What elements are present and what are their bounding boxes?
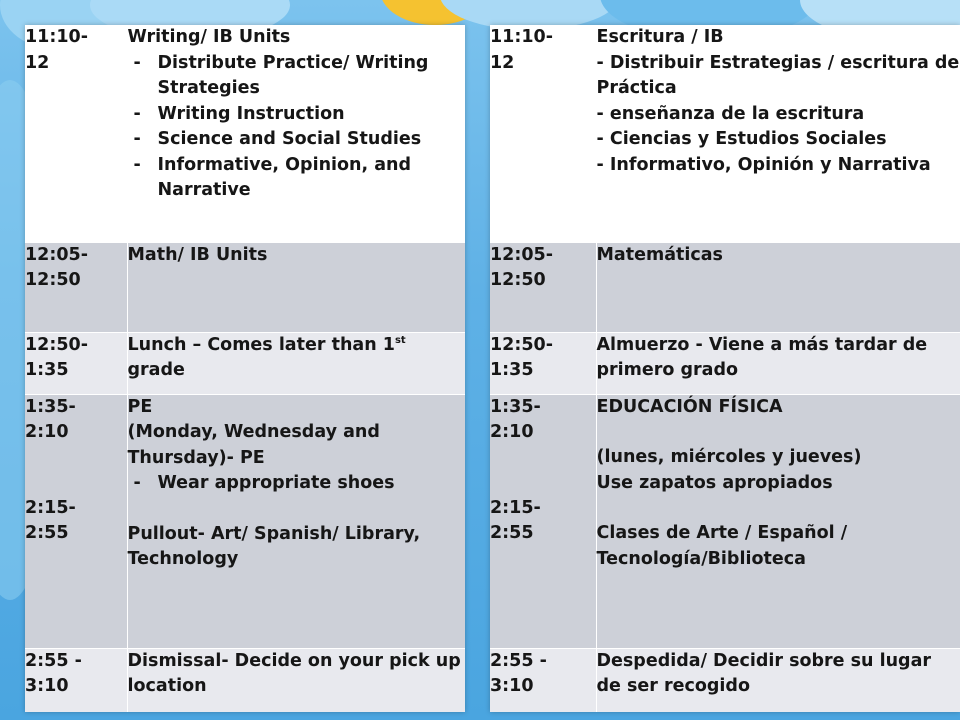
time-start: 12:05- xyxy=(25,244,88,265)
time-start: 2:55 - xyxy=(490,650,547,671)
time-start: 2:15- xyxy=(490,497,541,518)
activity-title: EDUCACIÓN FÍSICA xyxy=(596,396,783,417)
activity-text: (lunes, miércoles y jueves) xyxy=(596,447,862,467)
table-row xyxy=(25,332,465,394)
list-item: - Informative, Opinion, and Narrative xyxy=(133,154,412,200)
activity-text: Matemáticas xyxy=(596,244,723,265)
time-start: 11:10- xyxy=(25,27,88,47)
activity-cell xyxy=(127,332,465,394)
activity-text: Use zapatos apropiados xyxy=(596,472,833,493)
activity-text: Almuerzo - Viene a más tardar de primero grado xyxy=(596,334,928,380)
time-cell xyxy=(25,242,127,332)
time-cell xyxy=(25,394,127,648)
activity-cell xyxy=(596,394,960,648)
activity-cell xyxy=(596,648,960,712)
activity-text: Despedida/ Decidir sobre su lugar de ser recogido xyxy=(596,650,932,696)
time-cell xyxy=(490,394,596,648)
activity-cell xyxy=(596,25,960,242)
activity-text-cont: grade xyxy=(127,360,185,380)
table-row xyxy=(25,394,465,648)
time-end: 3:10 xyxy=(490,676,534,696)
schedule-table-english xyxy=(25,25,465,712)
time-end: 12 xyxy=(25,52,50,73)
table-row xyxy=(490,332,960,394)
pullout-text: Pullout- Art/ Spanish/ Library, Technology xyxy=(127,523,421,569)
activity-title: Escritura / IB xyxy=(596,27,724,47)
time-start: 12:50- xyxy=(490,334,553,355)
list-item: - Wear appropriate shoes xyxy=(133,473,395,493)
activity-title: Writing/ IB Units xyxy=(127,27,291,47)
list-item: - Ciencias y Estudios Sociales xyxy=(596,129,887,149)
list-item: - Writing Instruction xyxy=(133,103,345,124)
list-item: - Science and Social Studies xyxy=(133,129,422,149)
time-end: 12:50 xyxy=(490,270,546,290)
time-cell xyxy=(490,648,596,712)
activity-cell xyxy=(596,242,960,332)
pullout-text: Clases de Arte / Español / Tecnología/Biblioteca xyxy=(596,523,848,569)
table-row xyxy=(490,242,960,332)
ordinal-suffix: st xyxy=(394,334,406,346)
activity-text: (Monday, Wednesday and Thursday)- PE xyxy=(127,422,380,468)
time-cell xyxy=(490,332,596,394)
time-start: 12:05- xyxy=(490,244,553,265)
table-row xyxy=(490,648,960,712)
time-end: 2:10 xyxy=(25,422,69,442)
activity-cell xyxy=(127,648,465,712)
time-start: 1:35- xyxy=(25,396,76,417)
activity-cell xyxy=(596,332,960,394)
time-start: 12:50- xyxy=(25,334,88,355)
table-row xyxy=(25,242,465,332)
time-start: 11:10- xyxy=(490,27,553,47)
list-item: - Distribute Practice/ Writing Strategies xyxy=(133,52,429,98)
list-item: - Informativo, Opinión y Narrativa xyxy=(596,154,931,175)
list-item: - Distribuir Estrategias / escritura de Práctica xyxy=(596,52,960,98)
time-start: 1:35- xyxy=(490,396,541,417)
activity-cell xyxy=(127,25,465,242)
time-end: 12 xyxy=(490,52,515,73)
time-end: 2:55 xyxy=(25,523,69,543)
time-start: 2:15- xyxy=(25,497,76,518)
time-end: 2:55 xyxy=(490,523,534,543)
activity-text: Math/ IB Units xyxy=(127,244,268,265)
activity-cell xyxy=(127,242,465,332)
activity-cell xyxy=(127,394,465,648)
table-row xyxy=(25,648,465,712)
time-end: 1:35 xyxy=(490,360,534,380)
table-row xyxy=(25,25,465,242)
table-row xyxy=(490,394,960,648)
activity-text: Lunch – Comes later than 1 xyxy=(127,334,395,355)
time-end: 12:50 xyxy=(25,270,81,290)
time-start: 2:55 - xyxy=(25,650,82,671)
time-cell xyxy=(25,648,127,712)
time-end: 3:10 xyxy=(25,676,69,696)
time-end: 2:10 xyxy=(490,422,534,442)
activity-title: PE xyxy=(127,396,153,417)
schedule-table-spanish xyxy=(490,25,960,712)
table-row xyxy=(490,25,960,242)
list-item: - enseñanza de la escritura xyxy=(596,103,865,124)
activity-text: Dismissal- Decide on your pick up location xyxy=(127,650,461,696)
time-cell xyxy=(490,242,596,332)
time-cell xyxy=(490,25,596,242)
time-cell xyxy=(25,332,127,394)
time-end: 1:35 xyxy=(25,360,69,380)
time-cell xyxy=(25,25,127,242)
